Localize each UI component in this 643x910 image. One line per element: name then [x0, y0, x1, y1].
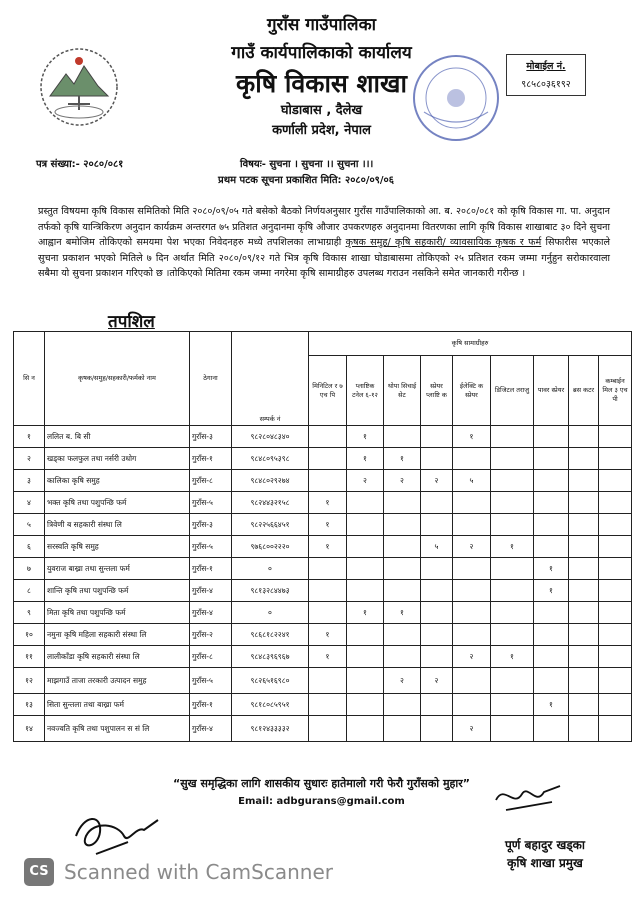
- cell-quantity: १: [309, 646, 347, 668]
- cell-quantity: १: [534, 694, 569, 716]
- cell-quantity: [569, 558, 599, 580]
- publish-date: प्रथम पटक सूचना प्रकाशित मिति: २०८०/०९/०६: [218, 175, 394, 186]
- cell-quantity: [421, 448, 453, 470]
- section-title: कृषि विकास शाखा: [236, 69, 407, 98]
- table-row: [14, 492, 632, 514]
- cell-quantity: [421, 580, 453, 602]
- header-address: ठेगाना: [190, 332, 232, 426]
- cell-quantity: १: [309, 624, 347, 646]
- cell-serial: १: [14, 426, 45, 448]
- cell-quantity: [491, 558, 534, 580]
- cell-quantity: [534, 448, 569, 470]
- nepal-emblem-logo: [38, 46, 120, 128]
- header-tools-group: कृषि सामाग्रीहरु: [309, 332, 632, 356]
- cell-quantity: [569, 514, 599, 536]
- table-row: [14, 602, 632, 624]
- cell-quantity: [347, 558, 384, 580]
- cell-serial: ३: [14, 470, 45, 492]
- cell-quantity: १: [534, 580, 569, 602]
- table-row: [14, 514, 632, 536]
- cell-quantity: ५: [421, 536, 453, 558]
- notice-body-underlined: कृषक समुह/ कृषि सहकारी/ व्यावसायिक कृषक र फर्म: [345, 237, 542, 249]
- cell-quantity: [421, 716, 453, 742]
- cell-quantity: [384, 646, 421, 668]
- cell-serial: २: [14, 448, 45, 470]
- cell-quantity: [453, 448, 491, 470]
- cell-quantity: [309, 558, 347, 580]
- cell-name: माझगाउँ ताजा तरकारी उत्पादन समुह: [45, 668, 190, 694]
- cell-serial: १३: [14, 694, 45, 716]
- cell-quantity: [491, 492, 534, 514]
- cell-quantity: [599, 536, 632, 558]
- cell-quantity: [421, 694, 453, 716]
- cell-quantity: [453, 558, 491, 580]
- cell-quantity: [309, 694, 347, 716]
- cell-serial: ४: [14, 492, 45, 514]
- cell-quantity: [599, 624, 632, 646]
- cell-quantity: [599, 602, 632, 624]
- cell-serial: ६: [14, 536, 45, 558]
- cell-serial: ८: [14, 580, 45, 602]
- cell-quantity: [534, 624, 569, 646]
- cell-quantity: [491, 514, 534, 536]
- cell-quantity: १: [491, 536, 534, 558]
- cell-quantity: [309, 580, 347, 602]
- cell-name: लालीकाँडा कृषि सहकारी संस्था लि: [45, 646, 190, 668]
- header-tool-combine-mill: कम्बाईन मिल ३ एच पी: [599, 356, 632, 426]
- cell-quantity: [421, 602, 453, 624]
- cell-name: सिता सुन्तला तथा बाख्रा फर्म: [45, 694, 190, 716]
- cell-contact: ९८२६५१६९८०: [232, 668, 309, 694]
- table-row: [14, 580, 632, 602]
- beneficiary-table: [13, 331, 632, 742]
- cell-contact: ९८१८०८५९५१: [232, 694, 309, 716]
- cell-quantity: १: [309, 492, 347, 514]
- cell-quantity: [453, 668, 491, 694]
- cell-quantity: [453, 514, 491, 536]
- cell-quantity: [347, 624, 384, 646]
- header-serial: सि न: [14, 332, 45, 426]
- cell-quantity: १: [384, 602, 421, 624]
- mobile-number: ९८५८०३६१९२: [521, 79, 571, 90]
- cell-address: गुराँस-१: [190, 558, 232, 580]
- office-name: गुराँस गाउँपालिका: [266, 15, 377, 35]
- cell-quantity: [491, 426, 534, 448]
- cell-address: गुराँस-३: [190, 514, 232, 536]
- header-contact: सम्पर्क नं: [232, 332, 309, 426]
- cell-quantity: [569, 580, 599, 602]
- cell-quantity: [599, 646, 632, 668]
- signer-name: पूर्ण बहादुर खड्का: [504, 838, 586, 852]
- table-row: [14, 694, 632, 716]
- cell-quantity: [491, 580, 534, 602]
- cell-quantity: [599, 694, 632, 716]
- cell-quantity: २: [453, 646, 491, 668]
- notice-body-part2: सिफारीस भएकाले सुचना प्रकाशन भएको मितिले ७ दिन अर्थात मिति २०८०/०९/१२ गते भित्र कृषि विकास शाखा घोडाबासमा तोकिएको २५ प्रतिशत रकम जम्मा गर्नुहुन सरोकारवाला सबैमा यो सुचना प्रकाशन गरिएको छ ।तोकिएको मितिमा रकम जम्मा नगरेमा कृषि सामाग्रीहरु उपलब्ध गराउन नसकिने समेत जानकारी गरीन्छ ।: [38, 237, 610, 280]
- cell-quantity: १: [453, 426, 491, 448]
- cell-quantity: [599, 558, 632, 580]
- cell-quantity: [491, 716, 534, 742]
- cell-quantity: [599, 514, 632, 536]
- cell-quantity: २: [347, 470, 384, 492]
- cell-quantity: [569, 426, 599, 448]
- table-row: [14, 470, 632, 492]
- cell-quantity: १: [309, 536, 347, 558]
- cell-serial: १०: [14, 624, 45, 646]
- cell-name: कालिका कृषि समुह: [45, 470, 190, 492]
- cell-quantity: १: [347, 602, 384, 624]
- table-row: [14, 426, 632, 448]
- header-tool-minitiller: मिनिटिल र ७ एच पि: [309, 356, 347, 426]
- cell-quantity: [421, 514, 453, 536]
- cell-quantity: [599, 492, 632, 514]
- cell-address: गुराँस-२: [190, 624, 232, 646]
- cell-quantity: २: [421, 668, 453, 694]
- table-row: [14, 716, 632, 742]
- header-tool-electric-sprayer: ईलेक्टि क स्प्रेयर: [453, 356, 491, 426]
- cell-quantity: [384, 492, 421, 514]
- cell-quantity: [599, 716, 632, 742]
- letter-subject: विषयः- सुचना । सुचना ।। सुचना ।।।: [240, 159, 374, 170]
- cell-serial: ५: [14, 514, 45, 536]
- table-row: [14, 448, 632, 470]
- cell-quantity: [384, 580, 421, 602]
- cell-quantity: [347, 536, 384, 558]
- cell-quantity: [347, 716, 384, 742]
- table-heading: तपशिल: [108, 312, 155, 332]
- cell-quantity: [599, 470, 632, 492]
- cell-address: गुराँस-१: [190, 694, 232, 716]
- cell-serial: १२: [14, 668, 45, 694]
- cell-quantity: १: [347, 448, 384, 470]
- cell-quantity: [534, 492, 569, 514]
- signature-right: [488, 778, 568, 820]
- cell-quantity: [453, 492, 491, 514]
- cell-contact: ९८४८०९५३९८: [232, 448, 309, 470]
- cell-address: गुराँस-५: [190, 492, 232, 514]
- cell-quantity: [534, 514, 569, 536]
- cell-quantity: [347, 646, 384, 668]
- cell-contact: ९८६८१८२२४१: [232, 624, 309, 646]
- cell-quantity: [491, 602, 534, 624]
- office-subtitle: गाउँ कार्यपालिकाको कार्यालय: [231, 43, 412, 63]
- cell-address: गुराँस-१: [190, 448, 232, 470]
- header-tool-plastic-tunnel: प्लाष्टिक टनेल ६-१२: [347, 356, 384, 426]
- cell-quantity: १: [309, 514, 347, 536]
- cell-address: गुराँस-४: [190, 716, 232, 742]
- cell-contact: ९८४८०२९२७४: [232, 470, 309, 492]
- cell-quantity: [421, 646, 453, 668]
- office-stamp-seal: [410, 52, 502, 144]
- cell-contact: ०: [232, 602, 309, 624]
- cell-quantity: १: [347, 426, 384, 448]
- cell-quantity: [384, 426, 421, 448]
- cell-quantity: [347, 580, 384, 602]
- cell-name: खड्का फलफुल तथा नर्सरी उधोग: [45, 448, 190, 470]
- cell-quantity: [309, 602, 347, 624]
- cell-quantity: [421, 558, 453, 580]
- cell-quantity: [453, 694, 491, 716]
- cell-quantity: [309, 668, 347, 694]
- cell-quantity: [534, 668, 569, 694]
- cell-name: त्रिवेणी ब सहकारी संस्था लि: [45, 514, 190, 536]
- cell-quantity: [534, 602, 569, 624]
- cell-contact: ९८१३२८४४७३: [232, 580, 309, 602]
- cell-quantity: [569, 646, 599, 668]
- cell-quantity: [491, 694, 534, 716]
- cell-quantity: २: [453, 536, 491, 558]
- cell-quantity: [534, 646, 569, 668]
- cell-quantity: [421, 492, 453, 514]
- cell-quantity: [569, 536, 599, 558]
- cell-quantity: [421, 426, 453, 448]
- cell-quantity: [384, 558, 421, 580]
- cell-quantity: [347, 694, 384, 716]
- table-row: [14, 558, 632, 580]
- cell-quantity: [569, 716, 599, 742]
- cell-quantity: २: [421, 470, 453, 492]
- cell-serial: ११: [14, 646, 45, 668]
- cell-quantity: १: [384, 448, 421, 470]
- cell-quantity: [453, 602, 491, 624]
- header-tool-brush-cutter: ब्रस कटर: [569, 356, 599, 426]
- cell-quantity: [309, 448, 347, 470]
- letter-reference-number: पत्र संख्या:- २०८०/०८१: [36, 159, 124, 170]
- cell-contact: ९७६८००२२२०: [232, 536, 309, 558]
- cell-quantity: [491, 470, 534, 492]
- office-location: घोडाबास , दैलेख: [280, 103, 363, 118]
- cell-contact: ९८४८३९६९६७: [232, 646, 309, 668]
- mobile-number-box: [506, 54, 586, 96]
- cell-quantity: [384, 716, 421, 742]
- cell-quantity: [569, 668, 599, 694]
- signature-left: [66, 806, 166, 864]
- cell-address: गुराँस-४: [190, 580, 232, 602]
- office-province: कर्णाली प्रदेश, नेपाल: [272, 123, 371, 138]
- signer-position: कृषि शाखा प्रमुख: [507, 856, 583, 870]
- cell-quantity: १: [491, 646, 534, 668]
- notice-body: [38, 204, 610, 282]
- camscanner-logo-icon: CS: [24, 858, 54, 886]
- cell-quantity: २: [453, 716, 491, 742]
- cell-quantity: [421, 624, 453, 646]
- cell-quantity: [384, 536, 421, 558]
- cell-serial: ९: [14, 602, 45, 624]
- cell-name: सरस्वति कृषि समुह: [45, 536, 190, 558]
- cell-quantity: १: [534, 558, 569, 580]
- header-tool-digital-scale: डिजिटल तराजु: [491, 356, 534, 426]
- cell-quantity: २: [384, 470, 421, 492]
- mobile-label: मोबाईल नं.: [526, 61, 566, 72]
- cell-quantity: [569, 492, 599, 514]
- cell-quantity: [453, 580, 491, 602]
- cell-quantity: [491, 624, 534, 646]
- cell-quantity: [569, 470, 599, 492]
- cell-quantity: [453, 624, 491, 646]
- cell-contact: ०: [232, 558, 309, 580]
- cell-contact: ९८२४४३२१५८: [232, 492, 309, 514]
- cell-contact: ९८२८०४८३४०: [232, 426, 309, 448]
- cell-name: युवराज बाख्रा तथा सुन्तला फर्म: [45, 558, 190, 580]
- cell-name: नवज्वति कृषि तथा पशुपालन स सं लि: [45, 716, 190, 742]
- cell-address: गुराँस-५: [190, 668, 232, 694]
- header-tool-drip-set: थोपा सिचाई सेट: [384, 356, 421, 426]
- cell-name: शान्ति कृषि तथा पशुपन्छि फर्म: [45, 580, 190, 602]
- cell-contact: ९८२२५६६४५१: [232, 514, 309, 536]
- cell-address: गुराँस-५: [190, 536, 232, 558]
- cell-contact: ९८१२४३३३३२: [232, 716, 309, 742]
- contact-email: Email: adbgurans@gmail.com: [238, 796, 405, 807]
- cell-quantity: [491, 448, 534, 470]
- cell-quantity: [569, 448, 599, 470]
- cell-name: भक्त कृषि तथा पशुपन्छि फर्म: [45, 492, 190, 514]
- header-name: कृषक/समुह/सहकारी/फर्मको नाम: [45, 332, 190, 426]
- cell-quantity: [347, 492, 384, 514]
- cell-name: मिता कृषि तथा पशुपन्छि फर्म: [45, 602, 190, 624]
- cell-address: गुराँस-८: [190, 646, 232, 668]
- cell-quantity: [599, 668, 632, 694]
- cell-quantity: [599, 448, 632, 470]
- cell-quantity: [569, 624, 599, 646]
- cell-quantity: [569, 694, 599, 716]
- table-row: [14, 668, 632, 694]
- cell-quantity: [309, 470, 347, 492]
- cell-quantity: [534, 470, 569, 492]
- cell-name: नमुना कृषि महिला सहकारी संस्था लि: [45, 624, 190, 646]
- table-row: [14, 646, 632, 668]
- table-row: [14, 536, 632, 558]
- cell-serial: १४: [14, 716, 45, 742]
- header-tool-plastic-sprayer: स्प्रेयर प्लाष्टि क: [421, 356, 453, 426]
- cell-quantity: [309, 716, 347, 742]
- cell-quantity: ५: [453, 470, 491, 492]
- cell-quantity: [384, 514, 421, 536]
- cell-quantity: [599, 426, 632, 448]
- cell-address: गुराँस-८: [190, 470, 232, 492]
- cell-quantity: [599, 580, 632, 602]
- cell-quantity: २: [384, 668, 421, 694]
- cell-serial: ७: [14, 558, 45, 580]
- cell-address: गुराँस-४: [190, 602, 232, 624]
- cell-quantity: [309, 426, 347, 448]
- cell-quantity: [384, 694, 421, 716]
- cell-quantity: [569, 602, 599, 624]
- cell-quantity: [534, 536, 569, 558]
- cell-quantity: [384, 624, 421, 646]
- table-row: [14, 624, 632, 646]
- cell-address: गुराँस-३: [190, 426, 232, 448]
- cell-quantity: [534, 426, 569, 448]
- notice-body-part1: प्रस्तुत विषयमा कृषि विकास समितिको मिति २०८०/०९/०५ गते बसेको बैठको निर्णयअनुसार गुराँस गाउँपालिकाको आ. ब. २०८०/०८१ को कृषि विकास गा. पा. अनुदान तर्फको कृषि यान्त्रिकिरण अनुदान कार्यक्रम अन्तरगत ७५ प्रतिशत अनुदानमा कृषि औजार उपकरणहरु अनुदानमा वितरणका लागि कृषि विकास शाखाबाट ३० दिने सुचना आह्वान बमोजिम तोकिएको समयमा पेश भएका निवेदनहरु मध्ये तपशिलका लाभाग्राही: [38, 206, 610, 249]
- cell-name: ललित ब. बि सी: [45, 426, 190, 448]
- cell-quantity: [347, 514, 384, 536]
- slogan: “सुख समृद्धिका लागि शासकीय सुधारः हातेमालो गरी फेरौ गुराँसको मुहार”: [173, 777, 470, 790]
- cell-quantity: [347, 668, 384, 694]
- cell-quantity: [534, 716, 569, 742]
- header-tool-power-sprayer: पावर स्प्रेयर: [534, 356, 569, 426]
- cell-quantity: [491, 668, 534, 694]
- camscanner-watermark: Scanned with CamScanner: [64, 860, 333, 884]
